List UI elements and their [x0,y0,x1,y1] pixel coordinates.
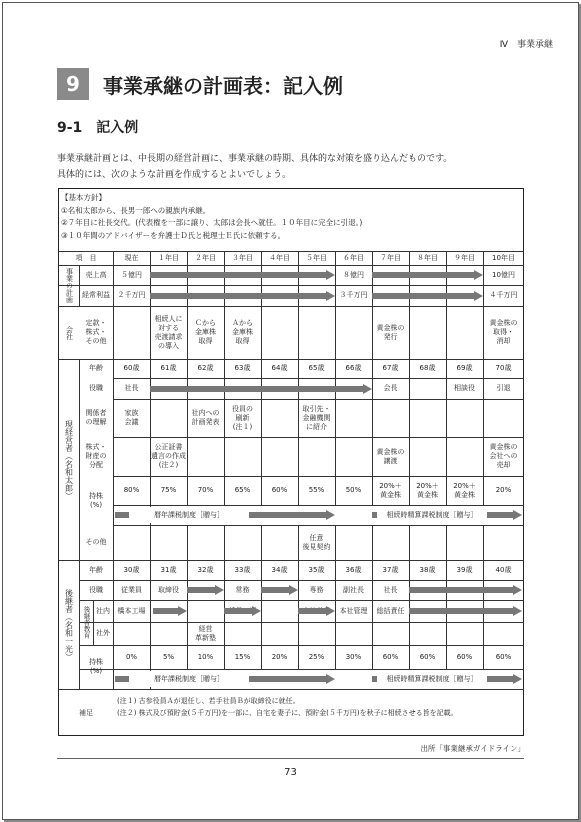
source-note: 出所「事業継承ガイドライン」 [420,744,525,753]
holding-cell: 55% [308,486,325,494]
holding-cell: 60% [382,652,399,661]
stake-cell: 役員の 刷新 (注１) [232,404,253,431]
age-cell: 70歳 [495,364,512,372]
education-cell [372,622,409,645]
age-cell: 30歳 [123,565,140,574]
education-cell [409,622,446,645]
age-cell: 32歳 [197,565,214,574]
header-year: ４年目 [269,253,290,262]
other-cell [483,525,524,560]
row-label: 年齢 [89,364,103,372]
company-cell [335,306,372,359]
share-cell [409,437,446,476]
grid-line [79,669,524,670]
notes-label: 補足 [79,708,93,717]
plan-start-value: ２千万円 [117,291,146,299]
plan-end-value: 10億円 [492,270,515,279]
education-cell [113,622,150,645]
holding-cell: 25% [308,652,325,661]
header-year: ５年目 [306,253,327,262]
other-cell [224,525,261,560]
header-year: ９年目 [454,253,475,262]
share-cell [335,437,372,476]
timeline-arrow [261,585,298,595]
share-cell [298,437,335,476]
header-year: ６年目 [343,253,364,262]
role-cell: 社長 [124,384,139,392]
row-label: 持株 (%) [89,658,103,675]
other-cell [446,525,483,560]
group-label-current-owner: 現経営者（名和太郎） [64,419,74,500]
education-cell [261,622,298,645]
company-cell [113,306,150,359]
holding-cell: 20% [495,486,512,494]
company-cell: 黄金株の 発行 [376,323,405,341]
holding-cell: 0% [125,652,138,661]
header-year: ３年目 [232,253,253,262]
company-cell [446,306,483,359]
education-cell [187,600,224,622]
policy-item: ②７年目に社長交代。(代表権を一部に譲り、太郎は会長へ就任。１０年目に完全に引退。) [61,218,363,227]
share-cell [224,437,261,476]
other-cell [409,525,446,560]
timeline-arrow [372,291,483,301]
holding-cell: 20%＋ 黄金株 [416,481,439,499]
company-cell: Ａから 金庫株 取得 [232,319,253,345]
stake-cell [335,399,372,437]
intro-line: 具体的には、次のような計画を作成するとよいでしょう。 [57,170,292,180]
education-cell [150,622,187,645]
title-text: 事業承継の計画表：記入例 [103,73,343,98]
holding-cell: 70% [197,486,214,494]
policy-heading: 【基本方針】 [61,193,106,202]
chapter-header: Ⅳ 事業承継 [499,40,553,50]
page-number: 73 [284,767,297,778]
row-label: 社外 [96,629,110,637]
holding-cell: 10% [197,652,214,661]
age-cell: 35歳 [308,565,325,574]
age-cell: 62歳 [197,364,214,372]
plan-mid-value: ３千万円 [339,291,368,299]
age-cell: 33歳 [234,565,251,574]
stake-cell [409,399,446,437]
notes-text [117,695,458,719]
education-cell [298,622,335,645]
age-cell: 66歳 [345,364,362,372]
row-label: 定款・ 株式・ その他 [85,319,107,345]
note-line: (注２) 株式及び預貯金(５千万円)を一部に、自宅を妻子に、預貯金(５千万円)を秋子に相続させる旨を記載。 [117,709,458,717]
plan-row-label: 売上高 [85,270,107,279]
company-cell: 相続人に 対する 売渡請求 の導入 [154,314,183,350]
note-line: (注１) 古参役員Ａが退任し、若手社員Ｂが取締役に就任。 [117,697,300,705]
holding-cell: 20%＋ 黄金株 [453,481,476,499]
holding-cell: 20%＋ 黄金株 [379,481,402,499]
stake-cell [150,399,187,437]
plan-start-value: ５億円 [121,270,142,279]
education-cell [483,622,524,645]
other-cell [187,525,224,560]
other-cell [372,525,409,560]
holding-cell: 65% [234,486,251,494]
group-label-company: 会社 [65,325,74,340]
education-cell: 総括責任 [376,606,405,615]
timeline-arrow [187,585,224,595]
timeline-arrow [150,270,335,280]
education-cell [335,622,372,645]
age-cell: 68歳 [419,364,436,372]
header-year: １年目 [158,253,179,262]
tax-scheme-label: 暦年課税制度［贈与］ [129,671,249,687]
education-cell [446,622,483,645]
header-year: ２年目 [195,253,216,262]
stake-cell: 社内への 計画発表 [191,409,220,426]
company-cell: Ｃから 金庫株 取得 [195,319,216,345]
tax-scheme-label: 暦年課税制度［贈与］ [129,507,249,523]
age-cell: 64歳 [271,364,288,372]
tax-scheme-label: 相続時精算課税制度［贈与］ [377,671,487,687]
subtitle-text: 記入例 [96,120,139,136]
holding-cell: 30% [345,652,362,661]
company-cell: 黄金株の 取得・ 消却 [489,319,518,345]
education-cell: 本社管理 [339,606,368,615]
stake-cell [446,399,483,437]
age-cell: 31歳 [160,565,177,574]
age-cell: 37歳 [382,565,399,574]
share-cell [113,437,150,476]
header-year: ７年目 [380,253,401,262]
role-cell: 社長 [383,585,398,594]
timeline-arrow [150,291,335,301]
timeline-arrow [298,606,335,616]
other-cell [150,525,187,560]
age-cell: 39歳 [456,565,473,574]
share-cell [261,437,298,476]
intro-line: 事業承継計画とは、中長期の経営計画に、事業承継の時期、具体的な対策を盛り込んだものです。 [57,154,453,164]
share-cell: 公正証書 遺言の作成 (注２) [151,443,186,469]
page-title [57,68,343,100]
plan-table [58,188,524,736]
grid-line [59,689,524,690]
policy-item: ③１０年間のアドバイザーを弁護士Ｄ氏と税理士Ｅ氏に依頼する。 [61,230,286,240]
age-cell: 67歳 [382,364,399,372]
share-cell: 黄金株の 譲渡 [376,447,405,465]
holding-cell: 60% [456,652,473,661]
age-cell: 69歳 [456,364,473,372]
age-cell: 38歳 [419,565,436,574]
age-cell: 36歳 [345,565,362,574]
stake-cell [483,399,524,437]
plan-row-label: 経常利益 [82,291,110,299]
header-year: 10年目 [492,253,515,262]
group-label-successor: 後継者（名和一光） [64,588,74,661]
education-cell [261,600,298,622]
subtitle-number: 9-1 [57,120,83,136]
other-cell: 任意 後見契約 [302,533,331,551]
age-cell: 34歳 [271,565,288,574]
age-cell: 65歳 [308,364,325,372]
timeline-arrow [153,606,187,616]
timeline-arrow [224,606,261,616]
stake-cell: 家族 会議 [124,409,139,426]
education-cell: 橋本工場 [117,606,146,615]
role-cell: 相談役 [454,384,475,392]
row-label: 社内 [96,606,110,615]
holding-cell: 60% [271,486,288,494]
company-cell [298,306,335,359]
intro-text [57,151,537,183]
role-cell: 引退 [496,384,511,392]
row-label: 後継者教育 [82,606,91,639]
company-cell [261,306,298,359]
share-cell [446,437,483,476]
age-cell: 61歳 [160,364,177,372]
holding-cell: 15% [234,652,251,661]
row-label: 関係者 の理解 [85,409,107,426]
header-year: 現在 [124,253,139,262]
share-cell: 黄金株の 会社への 売却 [489,443,518,469]
age-cell: 40歳 [495,565,512,574]
timeline-arrow [150,384,372,394]
row-label: 年齢 [89,565,103,574]
other-cell [261,525,298,560]
role-cell: 副社長 [343,585,364,594]
role-cell: 専務 [309,585,324,594]
holding-cell: 60% [419,652,436,661]
timeline-arrow [372,270,483,280]
subtitle [57,117,152,137]
holding-cell: 75% [160,486,177,494]
footer-rule [57,758,524,759]
grid-line [113,505,524,506]
group-label-plan: 事業の計画 [65,268,74,303]
role-cell: 取締役 [158,585,179,594]
education-cell [224,622,261,645]
plan-end-value: ４千万円 [489,291,518,299]
stake-cell [372,399,409,437]
other-cell [113,525,150,560]
age-cell: 60歳 [123,364,140,372]
role-cell: 会長 [383,384,398,392]
holding-cell: 60% [495,652,512,661]
policy-item: ①名和太郎から、長男一郎への親族内承継。 [61,205,211,215]
row-label: 役職 [89,585,103,594]
company-cell [409,306,446,359]
role-cell: 常務 [235,585,250,594]
header-year: ８年目 [417,253,438,262]
title-number: 9 [57,68,89,100]
holding-cell: 5% [162,652,175,661]
tax-scheme-label: 相続時精算課税制度［贈与］ [377,507,487,523]
share-cell [187,437,224,476]
holding-cell: 80% [123,486,140,494]
education-cell: 経営 革新塾 [195,624,216,642]
timeline-arrow [409,585,522,595]
row-label: 役職 [89,384,103,392]
holding-cell: 20% [271,652,288,661]
role-cell: 従業員 [121,585,142,594]
other-cell [335,525,372,560]
header-item: 項 目 [75,253,97,262]
basic-policy [61,192,362,242]
timeline-arrow [409,606,522,616]
row-label: 株式・ 財産の 分配 [85,443,107,469]
stake-cell: 取引先・ 金融機関 に紹介 [302,404,331,431]
row-label: 持株 (%) [89,491,103,509]
holding-cell: 50% [345,486,362,494]
plan-mid-value: ８億円 [343,270,364,279]
stake-cell [261,399,298,437]
age-cell: 63歳 [234,364,251,372]
row-label: その他 [85,538,107,546]
